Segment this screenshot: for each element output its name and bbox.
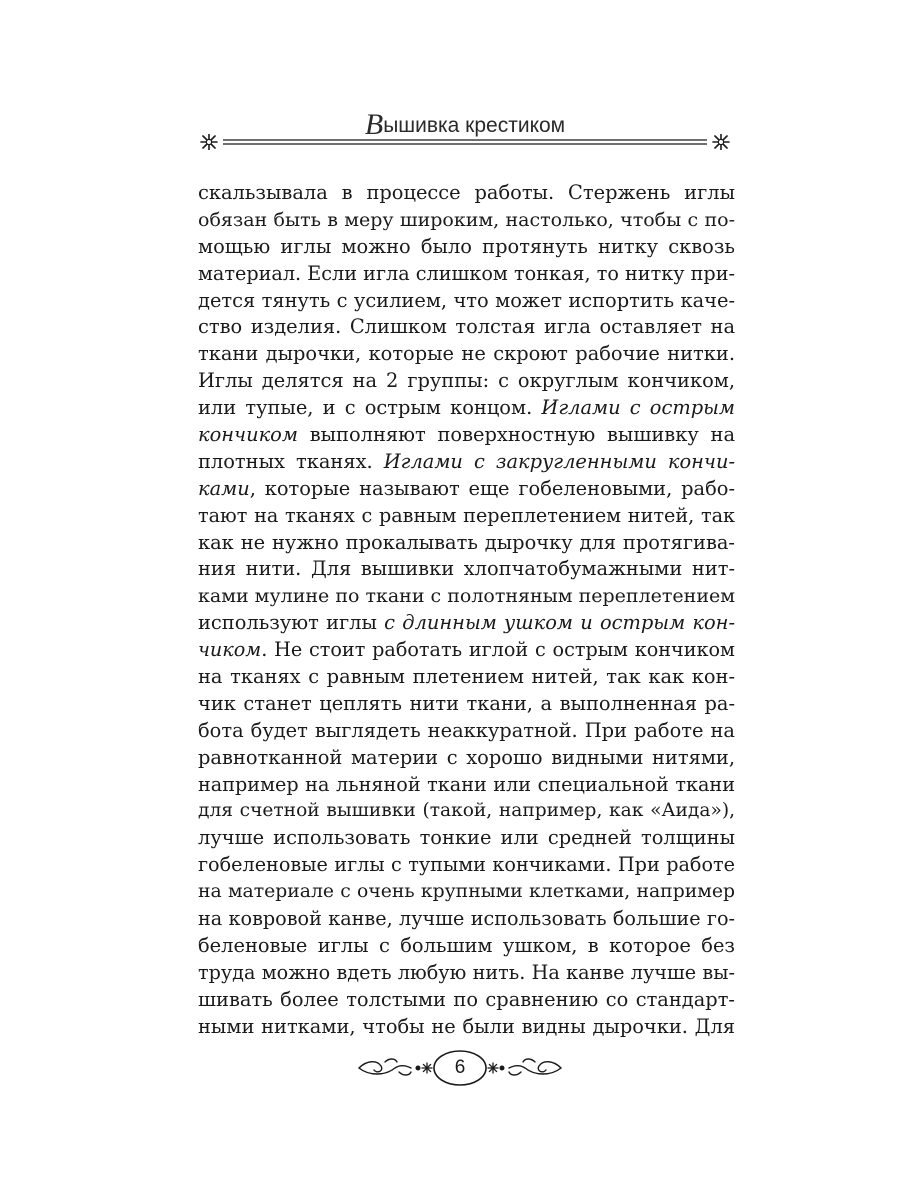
italic-term: ками	[198, 476, 250, 500]
text-run: бота будет выглядеть неаккуратной. При работе на	[198, 718, 735, 742]
text-line	[198, 261, 735, 288]
text-line	[198, 960, 735, 987]
text-run: . Не стоит работать иглой с острым кончиком	[261, 638, 735, 662]
text-run: на тканях с равным плетением нитей, так как кон-	[198, 665, 735, 689]
text-run: материал. Если игла слишком тонкая, то нитку при-	[198, 261, 735, 285]
text-run: гобеленовые иглы с тупыми кончиками. При работе	[198, 853, 735, 877]
text-line	[198, 449, 735, 476]
text-run: как не нужно прокалывать дырочку для протягива-	[198, 530, 735, 554]
page-footer	[355, 1046, 565, 1094]
text-line	[198, 1014, 735, 1041]
text-line	[198, 933, 735, 960]
italic-term: с длинным ушком и острым кон-	[384, 611, 735, 635]
text-run: ными нитками, чтобы не были видны дырочки. Для	[198, 1014, 735, 1038]
text-run: Иглы делятся на 2 группы: с округлым кончиком,	[198, 369, 735, 393]
text-line	[198, 852, 735, 879]
text-line	[198, 987, 735, 1014]
text-line	[198, 879, 735, 906]
text-line	[198, 637, 735, 664]
text-run: выполняют поверхностную вышивку на	[297, 423, 735, 447]
text-run: ками мулине по ткани с полотняным переплетением	[198, 585, 735, 608]
text-line	[198, 288, 735, 315]
text-line	[198, 556, 735, 583]
text-run: на ковровой канве, лучше использовать большие го-	[198, 907, 735, 931]
body-text	[198, 180, 735, 1041]
text-line	[198, 368, 735, 395]
text-line	[198, 718, 735, 745]
flower-ornament-left-icon	[201, 134, 217, 150]
header-title-initial: В	[364, 108, 384, 141]
text-line	[198, 180, 735, 207]
flourish-left-icon	[359, 1059, 420, 1075]
text-run: ния нити. Для вышивки хлопчатобумажными нит-	[198, 557, 735, 581]
text-line	[198, 798, 735, 825]
text-run: равнотканной материи с хорошо видными нитями,	[198, 745, 735, 769]
small-flower-right-icon	[488, 1063, 498, 1073]
flower-ornament-right-icon	[713, 134, 729, 150]
text-line	[198, 234, 735, 261]
text-run: беленовые иглы с большим ушком, в которое без	[198, 933, 735, 957]
page-number: 6	[454, 1057, 466, 1078]
text-run: плотных тканях.	[198, 449, 384, 473]
small-flower-left-icon	[422, 1063, 432, 1073]
italic-term: Иглами с закругленными кончи-	[383, 449, 735, 473]
running-header	[195, 96, 735, 166]
text-line	[198, 395, 735, 422]
text-run: чик станет цеплять нити ткани, а выполненная ра-	[198, 691, 735, 715]
text-line	[198, 745, 735, 772]
italic-term: кончиком	[198, 423, 298, 447]
text-run: , которые называют еще гобеленовыми, рабо-	[249, 476, 735, 500]
header-title-rest: ышивка крестиком	[383, 114, 566, 137]
text-run: для счетной вышивки (такой, например, как «Аида»),	[198, 800, 735, 822]
text-run: на материале с очень крупными клетками, например	[198, 881, 735, 903]
text-run: используют иглы	[198, 611, 385, 635]
text-line	[198, 503, 735, 530]
text-run: шивать более толстыми по сравнению со стандарт-	[198, 987, 735, 1011]
text-line	[198, 314, 735, 341]
text-run: труда можно вдеть любую нить. На канве лучше вы-	[198, 960, 735, 984]
text-line	[198, 610, 735, 637]
text-line	[198, 825, 735, 852]
text-run: скальзывала в процессе работы. Стержень иглы	[198, 181, 735, 204]
text-line	[198, 906, 735, 933]
text-line	[198, 583, 735, 610]
text-line	[198, 476, 735, 503]
text-line	[198, 341, 735, 368]
text-run: тают на тканях с равным переплетением нитей, так	[198, 503, 735, 527]
header-rule-ornament	[195, 134, 735, 150]
text-line	[198, 772, 735, 799]
text-run: или тупые, и с острым концом.	[198, 396, 542, 420]
text-run: например на льняной ткани или специальной ткани	[198, 772, 735, 796]
italic-term: Иглами с острым	[541, 396, 735, 420]
text-run: ткани дырочки, которые не скроют рабочие нитки.	[198, 342, 735, 366]
text-run: ство изделия. Слишком толстая игла оставляет на	[198, 315, 735, 339]
text-run: обязан быть в меру широким, настолько, чтобы с по-	[198, 208, 735, 231]
text-line	[198, 691, 735, 718]
text-run: дется тянуть с усилием, что может испортить каче-	[198, 288, 735, 312]
text-line	[198, 530, 735, 557]
italic-term: чиком	[198, 638, 262, 662]
text-line	[198, 664, 735, 691]
text-line	[198, 207, 735, 234]
text-run: лучше использовать тонкие или средней толщины	[198, 826, 735, 850]
flourish-right-icon	[500, 1059, 561, 1075]
text-run: мощью иглы можно было протянуть нитку сквозь	[198, 234, 735, 258]
text-line	[198, 422, 735, 449]
